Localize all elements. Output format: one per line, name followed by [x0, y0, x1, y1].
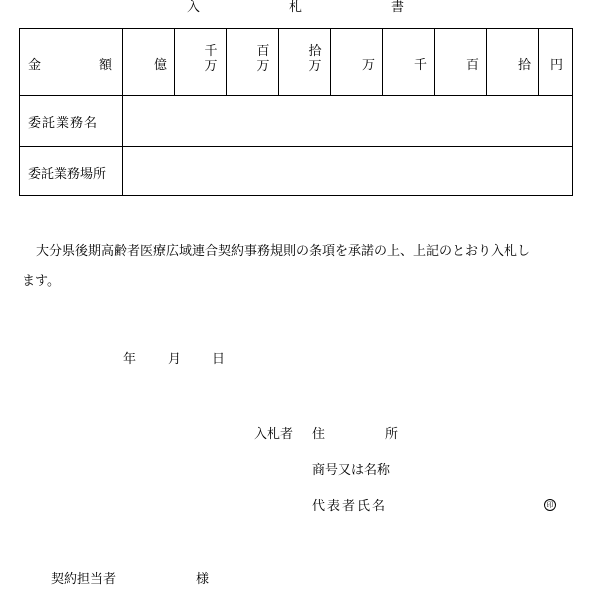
row-divider-1	[20, 95, 572, 96]
unit-juman	[304, 44, 326, 74]
unit-ju: 拾	[518, 58, 532, 73]
address-label-char-2: 所	[385, 427, 399, 442]
title-char-1: 入	[187, 0, 201, 15]
statement-line-1: 大分県後期高齢者医療広域連合契約事務規則の条項を承諾の上、上記のとおり入札し	[36, 244, 531, 259]
title-char-2: 札	[289, 0, 303, 15]
digit-divider-4	[330, 29, 331, 95]
work-name-label: 委託業務名	[28, 116, 99, 131]
row-divider-2	[20, 146, 572, 147]
unit-hyakuman	[252, 44, 274, 74]
digit-divider-8	[538, 29, 539, 95]
company-name-label: 商号又は名称	[312, 463, 391, 478]
unit-man: 万	[362, 58, 376, 73]
digit-divider-2	[226, 29, 227, 95]
contract-officer-suffix: 様	[196, 572, 210, 587]
representative-name-label: 代表者氏名	[312, 499, 388, 514]
seal-mark	[544, 496, 556, 511]
unit-hyakuman-top: 百	[256, 44, 270, 59]
title-char-3: 書	[391, 0, 405, 15]
amount-label-char-2: 額	[99, 58, 113, 73]
work-location-label: 委託業務場所	[28, 167, 107, 182]
unit-oku: 億	[154, 58, 168, 73]
unit-en: 円	[550, 58, 564, 73]
digit-divider-3	[278, 29, 279, 95]
unit-juman-top: 拾	[308, 44, 322, 59]
label-column-divider	[122, 29, 123, 195]
digit-divider-5	[382, 29, 383, 95]
digit-divider-6	[434, 29, 435, 95]
unit-hyaku: 百	[466, 58, 480, 73]
unit-juman-bottom: 万	[308, 59, 322, 74]
seal-mark-glyph: 印	[544, 499, 556, 511]
date-month-label: 月	[168, 352, 182, 367]
unit-sen: 千	[414, 58, 428, 73]
date-day-label: 日	[212, 352, 226, 367]
address-label-char-1: 住	[312, 427, 326, 442]
digit-divider-7	[486, 29, 487, 95]
digit-divider-1	[174, 29, 175, 95]
unit-senman-bottom: 万	[204, 59, 218, 74]
statement-line-2: ます。	[22, 274, 60, 289]
amount-label-char-1: 金	[28, 58, 42, 73]
contract-officer-label: 契約担当者	[51, 572, 117, 587]
unit-hyakuman-bottom: 万	[256, 59, 270, 74]
date-year-label: 年	[123, 352, 137, 367]
unit-senman-top: 千	[204, 44, 218, 59]
unit-senman	[200, 44, 222, 74]
bidder-label: 入札者	[254, 427, 294, 442]
bid-table	[19, 28, 573, 196]
